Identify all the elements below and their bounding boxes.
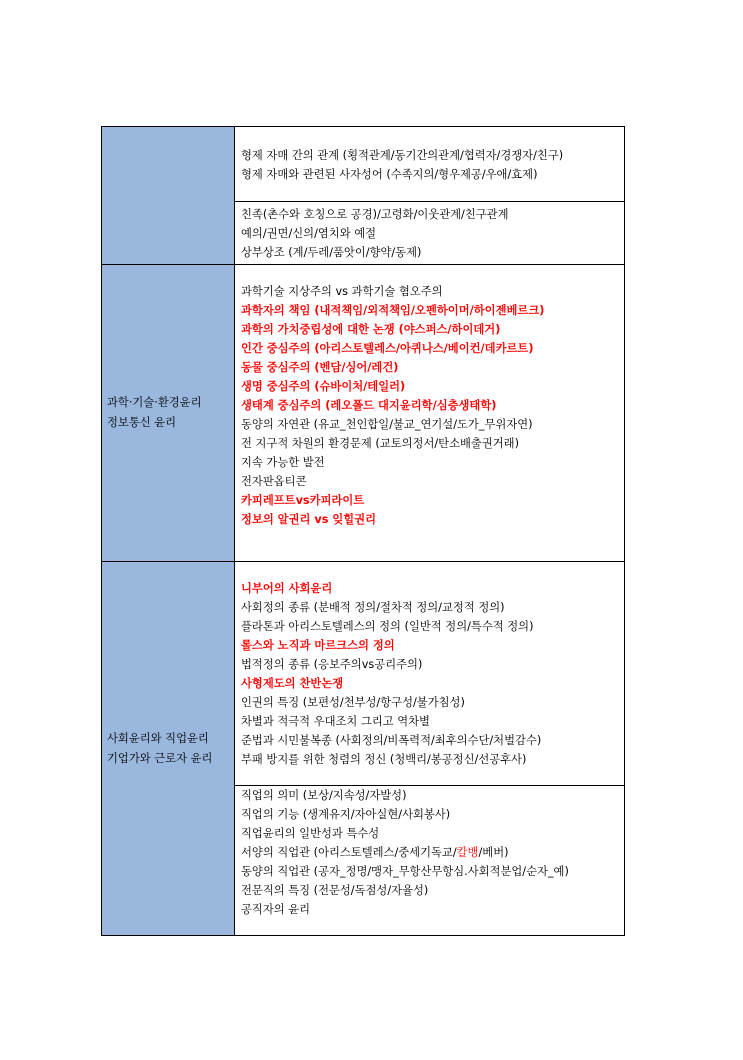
content-block [235,265,624,529]
list-item: 인권의 특징 (보편성/천부성/항구성/불가침성) [241,696,465,709]
list-item: 형제 자매와 관련된 사자성어 (수족지의/형우제공/우애/효제) [241,168,538,181]
outline-table [101,126,625,936]
list-item-segment: /베버) [478,846,509,859]
list-item: 동양의 자연관 (유교_천인합일/불교_연기설/도가_무위자연) [241,418,533,431]
list-item: 지속 가능한 발전 [241,456,325,469]
list-item: 과학기술 지상주의 vs 과학기술 혐오주의 [241,285,443,298]
list-item: 법적정의 종류 (응보주의vs공리주의) [241,658,423,671]
row-content-cell [235,265,625,562]
row-label-cell [102,127,235,265]
list-item: 형제 자매 간의 관계 (횡적관계/동기간의관계/협력자/경쟁자/친구) [241,149,564,162]
list-item: 공직자의 윤리 [241,903,311,916]
content-block [235,562,624,785]
table-row [102,265,625,562]
list-item-highlighted: 롤스와 노직과 마르크스의 정의 [241,639,395,652]
list-item-segment: 서양의 직업관 (아리스토텔레스/중세기독교/ [241,846,457,859]
list-item: 차별과 적극적 우대조치 그리고 역차별 [241,715,430,728]
list-item: 부패 방지를 위한 청렴의 정신 (청백리/봉공정신/선공후사) [241,753,527,766]
list-item-highlighted: 정보의 알권리 vs 잊힐권리 [241,513,377,526]
list-item: 전자판옵티콘 [241,475,307,488]
list-item: 직업의 기능 (생계유지/자아실현/사회봉사) [241,808,451,821]
row-content-cell [235,562,625,936]
table-row [102,562,625,936]
list-item: 직업윤리의 일반성과 특수성 [241,827,380,840]
list-item: 전 지구적 차원의 환경문제 (교토의정서/탄소배출권거래) [241,437,519,450]
list-item: 준법과 시민불복종 (사회정의/비폭력적/최후의수단/처벌감수) [241,734,542,747]
row-label: 과학·기술·환경윤리 [107,396,202,409]
row-label: 정보통신 윤리 [107,416,177,429]
content-block [235,786,624,919]
table-row [102,127,625,265]
list-item-highlighted: 동물 중심주의 (벤담/싱어/레건) [241,361,399,374]
list-item-highlighted: 생명 중심주의 (슈바이처/테일러) [241,380,406,393]
row-label-cell [102,265,235,562]
list-item-highlighted: 과학의 가치중립성에 대한 논쟁 (야스퍼스/하이데거) [241,323,501,336]
list-item: 예의/권면/신의/염치와 예절 [241,227,377,240]
row-content-cell [235,127,625,265]
list-item-highlighted: 니부어의 사회윤리 [241,582,333,595]
list-item-segment-highlighted: 칼뱅 [456,846,479,859]
list-item-highlighted: 사형제도의 찬반논쟁 [241,677,344,690]
list-item [241,843,622,862]
list-item: 친족(촌수와 호칭으로 공경)/고령화/이웃관계/친구관계 [241,208,509,221]
list-item: 직업의 의미 (보상/지속성/자발성) [241,789,407,802]
list-item-highlighted: 생태계 중심주의 (레오폴드 대지윤리학/심층생태학) [241,399,497,412]
list-item-highlighted: 인간 중심주의 (아리스토텔레스/아퀴나스/베이컨/데카르트) [241,342,534,355]
list-item: 상부상조 (계/두레/품앗이/향약/동제) [241,246,422,259]
content-block [235,202,624,264]
list-item-highlighted: 카피레프트vs카피라이트 [241,494,365,507]
row-label: 사회윤리와 직업윤리 [107,731,209,745]
row-label: 기업가와 근로자 윤리 [107,751,213,765]
list-item: 사회정의 종류 (분배적 정의/절차적 정의/교정적 정의) [241,601,505,614]
content-block [235,127,624,201]
list-item: 플라톤과 아리스토텔레스의 정의 (일반적 정의/특수적 정의) [241,620,534,633]
list-item: 동양의 직업관 (공자_정명/맹자_무항산무항심.사회적분업/순자_예) [241,865,569,878]
list-item: 전문직의 특징 (전문성/독점성/자율성) [241,884,429,897]
list-item-highlighted: 과학자의 책임 (내적책임/외적책임/오펜하이머/하이젠베르크) [241,304,545,317]
row-label-cell [102,562,235,936]
